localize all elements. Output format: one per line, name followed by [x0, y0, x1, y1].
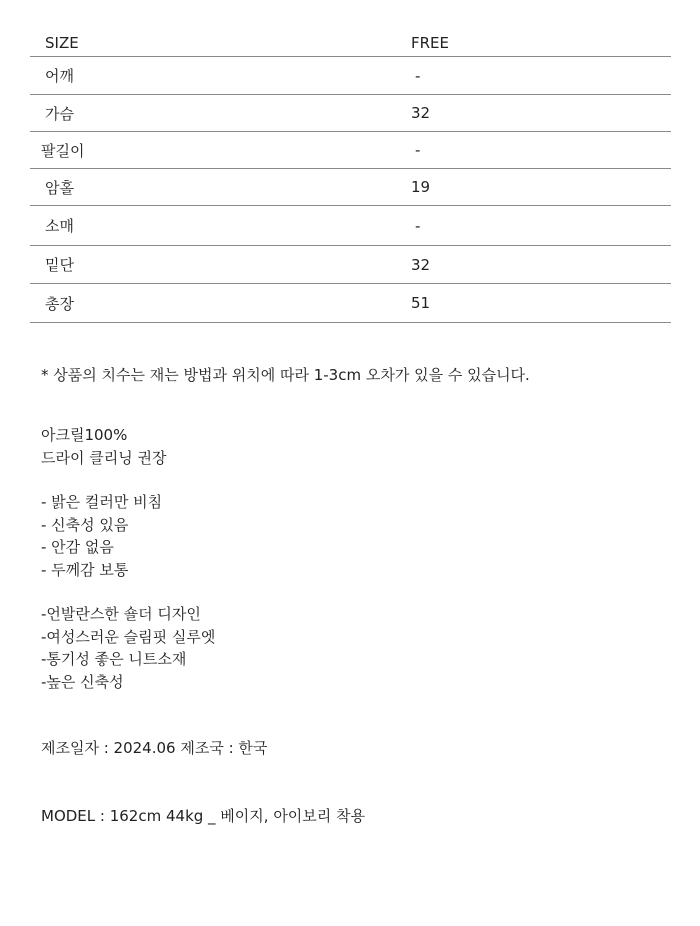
list-item: - 두께감 보통: [41, 560, 129, 579]
row-label: 총장: [30, 284, 343, 323]
row-value: 19: [343, 169, 671, 206]
table-row: [30, 206, 671, 246]
list-item: -언발란스한 숄더 디자인: [41, 605, 201, 623]
material-section: [41, 424, 166, 469]
list-item: - 신축성 있음: [41, 515, 129, 534]
row-label: 어깨: [30, 57, 343, 95]
row-value: -: [343, 132, 671, 169]
points-list: [41, 603, 215, 693]
size-header: SIZE: [30, 30, 343, 57]
model-text: MODEL : 162cm 44kg _ 베이지, 아이보리 착용: [41, 807, 366, 825]
table-row: [30, 284, 671, 323]
table-row: [30, 57, 671, 95]
list-item: -여성스러운 슬림핏 실루엣: [41, 627, 216, 646]
manufacture-info: [41, 737, 267, 760]
row-value: 32: [343, 246, 671, 284]
care-line: 드라이 클리닝 권장: [41, 448, 167, 467]
features-list: [41, 491, 162, 581]
material-line: 아크릴100%: [41, 426, 128, 444]
table-row: [30, 95, 671, 132]
table-row: [30, 169, 671, 206]
free-header: FREE: [343, 30, 671, 57]
row-label: 팔길이: [30, 132, 343, 169]
measurement-note: [41, 364, 530, 387]
row-value: 32: [343, 95, 671, 132]
size-table: [30, 30, 671, 323]
row-label: 가슴: [30, 95, 343, 132]
note-text: * 상품의 치수는 재는 방법과 위치에 따라 1-3cm 오차가 있을 수 있습니다.: [41, 366, 530, 384]
list-item: - 밝은 컬러만 비침: [41, 493, 163, 511]
manufacture-text: 제조일자 : 2024.06 제조국 : 한국: [41, 739, 268, 757]
list-item: -높은 신축성: [41, 672, 124, 691]
row-label: 소매: [30, 206, 343, 246]
row-label: 암홀: [30, 169, 343, 206]
table-row: [30, 246, 671, 284]
row-value: -: [343, 206, 671, 246]
list-item: -통기성 좋은 니트소재: [41, 650, 187, 668]
row-value: -: [343, 57, 671, 95]
model-info: [41, 805, 365, 828]
list-item: - 안감 없음: [41, 538, 114, 556]
row-label: 밑단: [30, 246, 343, 284]
table-row: [30, 132, 671, 169]
table-header-row: [30, 30, 671, 57]
row-value: 51: [343, 284, 671, 323]
